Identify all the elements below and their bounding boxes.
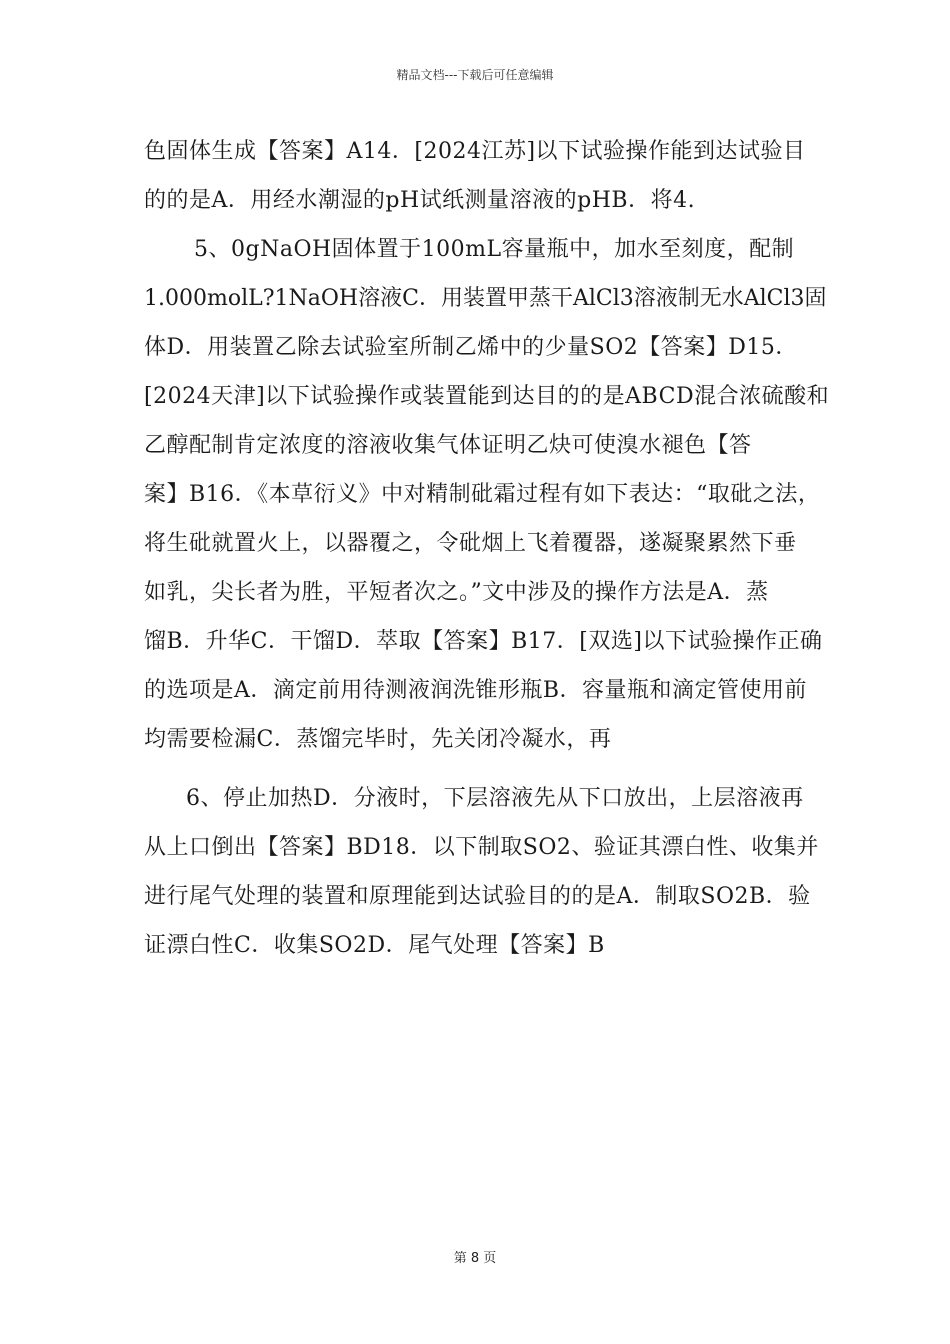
text-line: 1.000molL?1NaOH溶液C．用装置甲蒸干AlCl3溶液制无水AlCl3固	[144, 286, 827, 311]
text-line: 从上口倒出【答案】BD18．以下制取SO2、验证其漂白性、收集并	[144, 835, 819, 860]
text-line: 乙醇配制肯定浓度的溶液收集气体证明乙炔可使溴水褪色【答	[144, 433, 752, 458]
text-line: 的选项是A．滴定前用待测液润洗锥形瓶B．容量瓶和滴定管使用前	[144, 678, 808, 703]
text-line: 色固体生成【答案】A14．[2024江苏]以下试验操作能到达试验目	[144, 139, 806, 164]
text-line: 证漂白性C．收集SO2D．尾气处理【答案】B	[144, 933, 605, 958]
text-line: 案】B16．《本草衍义》中对精制砒霜过程有如下表达：“取砒之法，	[144, 482, 821, 507]
text-line: 进行尾气处理的装置和原理能到达试验目的的是A．制取SO2B．验	[144, 884, 811, 909]
text-line: 5、0gNaOH固体置于100mL容量瓶中，加水至刻度，配制	[194, 237, 795, 262]
text-line: [2024天津]以下试验操作或装置能到达目的的是ABCD混合浓硫酸和	[144, 384, 830, 409]
text-line: 将生砒就置火上，以器覆之，令砒烟上飞着覆器，遂凝聚累然下垂	[144, 531, 797, 556]
text-line: 体D．用装置乙除去试验室所制乙烯中的少量SO2【答案】D15．	[144, 335, 798, 360]
text-line: 的的是A．用经水潮湿的pH试纸测量溶液的pHB．将4.	[144, 188, 696, 213]
page-number: 第 8 页	[453, 1251, 497, 1266]
text-line: 均需要检漏C．蒸馏完毕时，先关闭冷凝水，再	[144, 727, 612, 752]
text-line: 如乳，尖长者为胜，平短者次之。”文中涉及的操作方法是A．蒸	[144, 580, 769, 605]
text-line: 6、停止加热D．分液时，下层溶液先从下口放出，上层溶液再	[186, 786, 804, 811]
text-line: 馏B．升华C．干馏D．萃取【答案】B17．[双选]以下试验操作正确	[144, 629, 823, 654]
page-header: 精品文档---下载后可任意编辑	[396, 68, 554, 82]
